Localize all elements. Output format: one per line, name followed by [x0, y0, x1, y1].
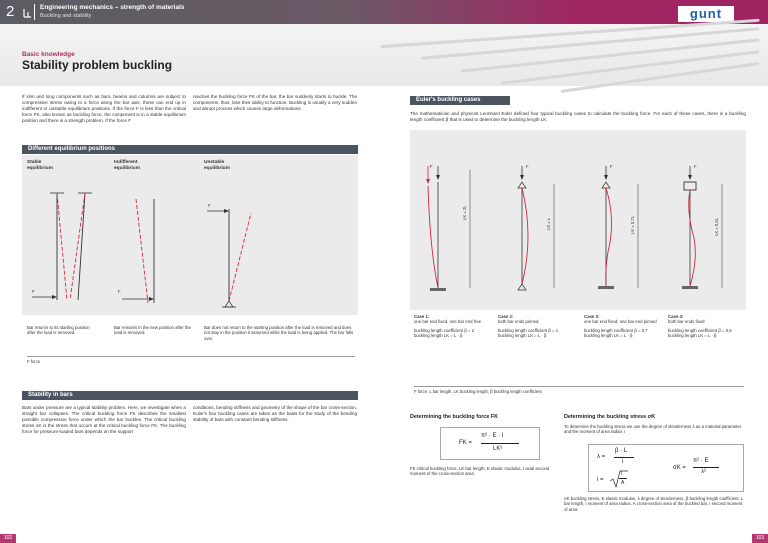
force-formula-heading: Determining the buckling force FK: [410, 414, 499, 420]
euler-legend: F force, L bar length, LK buckling length, β buckling length coefficient: [414, 389, 542, 394]
gunt-logo: gunt: [678, 6, 734, 22]
header-bar: [0, 0, 768, 24]
case4-title: Case 4:: [668, 314, 684, 319]
lambda-denominator: i: [622, 459, 624, 465]
page-title: Stability problem buckling: [22, 58, 173, 72]
indifferent-label: Indifferent equilibrium: [114, 160, 140, 171]
force-numerator: π² · E · I: [481, 433, 504, 439]
header-subtitle: Buckling and stability: [40, 13, 92, 19]
intro-col2: reaches the buckling force FK of the bar, the bar suddenly starts to buckle. The components, thus, lose their ability to function. Buckling is usually a very sudden and abrupt process which causes large deformations.: [193, 94, 357, 111]
chapter-icon: [22, 7, 32, 19]
sigma-fraction-bar: [693, 467, 719, 468]
case3-desc: one bar end fixed, one bar end pinned: [584, 319, 657, 325]
equilibrium-heading: Different equilibrium positions: [22, 145, 358, 154]
sqrt-icon: [609, 469, 629, 489]
case4-coef: buckling length coefficient β = 0,5: [668, 327, 732, 333]
euler-heading: Euler's buckling cases: [410, 96, 510, 105]
case4-desc: both bar ends fixed: [668, 319, 705, 325]
case4-force: F: [694, 164, 697, 169]
case1-len: buckling length LK = L · β: [414, 332, 463, 338]
case2-diagram: [496, 160, 576, 300]
section-label: Basic knowledge: [22, 51, 75, 58]
i-fraction-bar: [619, 478, 627, 479]
chapter-divider: [34, 4, 35, 20]
case2-title: Case 2:: [498, 314, 514, 319]
i-numerator: I: [621, 471, 623, 477]
equilibrium-legend: F force: [27, 359, 41, 364]
case1-diagram: [412, 160, 492, 300]
stable-diagram: [30, 185, 110, 310]
case3-title: Case 3:: [584, 314, 600, 319]
case4-len: buckling length LK = L · β: [668, 332, 717, 338]
stability-col1: Bars under pressure are a typical stability problem. Here, we investigate when a straight bar collapses. The critical buckling force FK describes the smallest possible compressive force under which the bar buckles. The critical buckling stress σK is the stress that occurs at the critical buckling force FK. The buckling force for pressure-loaded bars depends on the support: [22, 405, 186, 434]
intro-col1: If slim and long components such as bars, beams and columns are subject to compressive stress owing to a force along the bar axis, these can end up in indifferent or unstable equilibrium positions. If the force F is less than the critical force FK, also known as buckling force, the component is in a stable equilibrium position and there is a strength problem. If the force F: [22, 94, 186, 123]
case1-caption: [414, 314, 492, 338]
case1-dim: LK = 2L: [462, 205, 467, 220]
stable-force-label: F: [32, 289, 35, 294]
force-formula-legend: FK critical buckling force, LK bar length, E elastic modulus, I axial second moment of the cross-section area: [410, 466, 550, 477]
stable-caption: Bar returns to its starting position after the load is removed.: [27, 325, 90, 336]
case3-diagram: [580, 160, 660, 300]
euler-intro: The mathematician and physicist Leonhard Euler defined four typical buckling cases to calculate the buckling force. For each of these cases, there is a buckling length coefficient β that is used to determine the buckling length LK.: [410, 111, 746, 122]
case2-len: buckling length LK = L · β: [498, 332, 547, 338]
lambda-lhs: λ =: [597, 454, 606, 460]
page-number-left: 102: [0, 534, 16, 543]
stress-formula-legend: σK buckling stress, E elastic modulus, λ degree of slenderness, β buckling length coefficient, L bar length, i moment of area radius, A cross-section area of the buckled bar, I second moment of area: [564, 496, 744, 512]
lambda-numerator: β · L: [615, 448, 628, 454]
case1-title: Case 1:: [414, 314, 430, 319]
case3-coef: buckling length coefficient β = 0,7: [584, 327, 648, 333]
sigma-numerator: π² · E: [693, 458, 709, 464]
chapter-number: 2: [6, 3, 16, 20]
sigma-denominator: λ²: [701, 469, 706, 475]
lambda-fraction-bar: [614, 457, 634, 458]
unstable-caption: Bar does not return to the starting position after the load is removed and does not stay in the position it assumed while the load is being applied. The bar falls over.: [204, 325, 354, 341]
i-denominator: A: [621, 480, 625, 486]
case2-desc: both bar ends pinned: [498, 319, 539, 325]
case1-coef: buckling length coefficient β = 2: [414, 327, 475, 333]
case4-caption: [668, 314, 746, 338]
indifferent-force-label: F: [118, 289, 121, 294]
case2-caption: [498, 314, 576, 338]
case3-force: F: [610, 164, 613, 169]
stress-formula-heading: Determining the buckling stress σK: [564, 414, 656, 420]
equilibrium-divider: [27, 356, 355, 357]
case1-desc: one bar end fixed, one bar end free: [414, 319, 482, 325]
stress-formula-box: [588, 444, 744, 492]
force-lhs: FK =: [459, 440, 472, 446]
page-number-right: 103: [752, 534, 768, 543]
i-lhs: i =: [597, 477, 604, 483]
case2-force: F: [526, 164, 529, 169]
stress-formula-intro: To determine the buckling stress we use the degree of slenderness λ as a material parameter and the moment of area radius i: [564, 424, 742, 435]
indifferent-caption: Bar remains in the new position after the load is removed.: [114, 325, 191, 336]
header-title: Engineering mechanics – strength of materials: [40, 4, 185, 11]
sigma-lhs: σK =: [673, 465, 686, 471]
force-denominator: LK²: [493, 446, 503, 452]
case3-dim: LK = 0,7L: [630, 215, 635, 234]
indifferent-diagram: [114, 195, 194, 310]
stability-col2: conditions, bending stiffness and geometry of the shape of the bar cross-section. Euler's four buckling cases are taken as the basis for the study of the bending stability of bars with constant bending stiffness.: [193, 405, 357, 422]
case4-dim: LK = 0,5L: [714, 217, 719, 236]
unstable-diagram: [205, 195, 285, 310]
case4-diagram: [664, 160, 744, 300]
unstable-force-label: F: [208, 203, 211, 208]
case1-force: F: [430, 164, 433, 169]
unstable-label: Unstable equilibrium: [204, 160, 230, 171]
case2-dim: LK = L: [546, 217, 551, 230]
header-photo: [0, 24, 768, 86]
case3-caption: [584, 314, 662, 338]
stable-label: Stable equilibrium: [27, 160, 53, 171]
euler-divider: [414, 386, 744, 387]
case2-coef: buckling length coefficient β = 1: [498, 327, 559, 333]
case3-len: buckling length LK = L · β: [584, 332, 633, 338]
force-formula-box: [440, 427, 540, 460]
stability-heading: Stability in bars: [22, 391, 358, 400]
force-fraction-bar: [481, 443, 519, 444]
